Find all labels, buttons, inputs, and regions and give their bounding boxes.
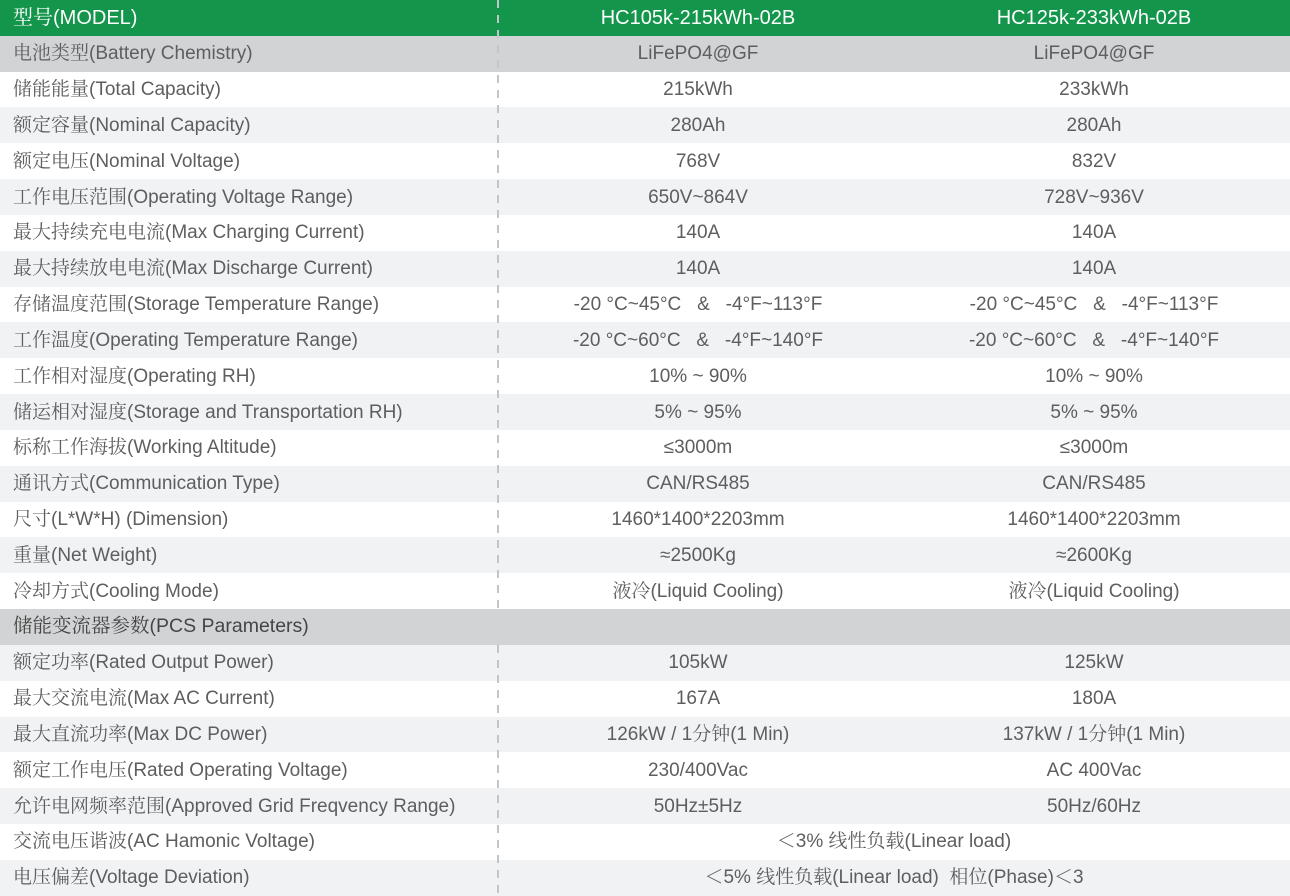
value-model2: LiFePO4@GF <box>1033 43 1155 65</box>
param-label: 允许电网频率范围(Approved Grid Freqvency Range) <box>13 795 456 817</box>
section-pcs-parameters <box>0 609 1290 645</box>
param-label: 最大交流电流(Max AC Current) <box>13 688 275 710</box>
value-model1: ≤3000m <box>663 437 733 459</box>
value-model2: CAN/RS485 <box>1042 473 1146 495</box>
value-model1: 126kW / 1分钟(1 Min) <box>606 723 790 745</box>
param-label: 尺寸(L*W*H) (Dimension) <box>13 509 229 530</box>
value-merged: ＜3% 线性负载(Linear load) <box>776 831 1012 853</box>
value-model2: 233kWh <box>1059 79 1129 101</box>
section-label: 储能变流器参数(PCS Parameters) <box>13 615 309 638</box>
value-model2: 液冷(Liquid Cooling) <box>1008 580 1180 602</box>
row-max-dc-power <box>0 717 1290 753</box>
param-label: 额定功率(Rated Output Power) <box>13 652 274 674</box>
param-label: 储能能量(Total Capacity) <box>13 79 221 101</box>
value-model2: -20 °C~60°C & -4°F~140°F <box>968 329 1220 351</box>
value-model1: 140A <box>675 258 721 280</box>
value-model1: 230/400Vac <box>647 759 748 781</box>
row-max-ac-current <box>0 681 1290 717</box>
value-model2: 10% ~ 90% <box>1045 365 1143 387</box>
value-model2: -20 °C~45°C & -4°F~113°F <box>969 294 1219 316</box>
param-label: 通讯方式(Communication Type) <box>13 473 280 495</box>
value-model2: ≈2600Kg <box>1056 544 1132 566</box>
row-storage-temperature-range <box>0 287 1290 323</box>
param-label: 最大持续放电电流(Max Discharge Current) <box>13 258 373 280</box>
row-operating-rh <box>0 358 1290 394</box>
param-label: 电压偏差(Voltage Deviation) <box>13 867 250 889</box>
value-model1: 50Hz±5Hz <box>653 795 743 817</box>
row-cooling-mode <box>0 573 1290 609</box>
row-ac-harmonic-voltage <box>0 824 1290 860</box>
row-rated-operating-voltage <box>0 752 1290 788</box>
model1-name: HC105k-215kWh-02B <box>600 6 796 29</box>
row-model-header <box>0 0 1290 36</box>
row-battery-chemistry <box>0 36 1290 72</box>
param-label: 储运相对湿度(Storage and Transportation RH) <box>13 401 403 423</box>
value-model1: 140A <box>675 222 721 244</box>
value-model1: 215kWh <box>663 79 733 101</box>
value-model1: -20 °C~45°C & -4°F~113°F <box>573 294 823 316</box>
value-model2: 5% ~ 95% <box>1050 401 1138 423</box>
param-label: 重量(Net Weight) <box>13 544 158 566</box>
value-model2: AC 400Vac <box>1046 759 1142 781</box>
row-approved-grid-frequency-range <box>0 788 1290 824</box>
value-model1: 5% ~ 95% <box>654 401 742 423</box>
row-nominal-voltage <box>0 143 1290 179</box>
value-model2: 140A <box>1071 258 1117 280</box>
param-label: 工作电压范围(Operating Voltage Range) <box>13 186 354 208</box>
value-model2: 137kW / 1分钟(1 Min) <box>1002 723 1186 745</box>
value-model1: 105kW <box>668 652 728 674</box>
row-max-charging-current <box>0 215 1290 251</box>
param-label: 工作温度(Operating Temperature Range) <box>13 329 358 351</box>
param-label: 工作相对湿度(Operating RH) <box>13 365 256 387</box>
row-operating-temperature-range <box>0 322 1290 358</box>
value-model2: 280Ah <box>1066 114 1122 136</box>
value-model1: ≈2500Kg <box>660 544 736 566</box>
model2-name: HC125k-233kWh-02B <box>996 6 1192 29</box>
param-label: 额定电压(Nominal Voltage) <box>13 150 241 172</box>
value-model1: 768V <box>675 150 721 172</box>
row-voltage-deviation <box>0 860 1290 896</box>
row-dimension <box>0 502 1290 538</box>
param-label: 最大直流功率(Max DC Power) <box>13 723 268 745</box>
value-model1: 10% ~ 90% <box>649 365 747 387</box>
value-model1: LiFePO4@GF <box>637 43 759 65</box>
value-merged: ＜5% 线性负载(Linear load) 相位(Phase)＜3 <box>704 867 1084 889</box>
value-model2: 180A <box>1071 688 1117 710</box>
value-model2: 1460*1400*2203mm <box>1007 509 1181 530</box>
param-label: 冷却方式(Cooling Mode) <box>13 580 219 602</box>
value-model1: CAN/RS485 <box>646 473 750 495</box>
row-net-weight <box>0 537 1290 573</box>
param-label: 存储温度范围(Storage Temperature Range) <box>13 294 380 316</box>
column-divider <box>497 0 499 896</box>
param-label: 最大持续充电电流(Max Charging Current) <box>13 222 365 244</box>
row-nominal-capacity <box>0 107 1290 143</box>
value-model2: 832V <box>1071 150 1117 172</box>
value-model1: -20 °C~60°C & -4°F~140°F <box>572 329 824 351</box>
row-rated-output-power <box>0 645 1290 681</box>
param-label: 额定工作电压(Rated Operating Voltage) <box>13 759 348 781</box>
value-model1: 1460*1400*2203mm <box>611 509 785 530</box>
model-header-label: 型号(MODEL) <box>13 6 138 29</box>
param-label: 电池类型(Battery Chemistry) <box>13 43 253 65</box>
row-communication-type <box>0 466 1290 502</box>
row-working-altitude <box>0 430 1290 466</box>
value-model2: ≤3000m <box>1059 437 1129 459</box>
value-model2: 728V~936V <box>1044 186 1144 208</box>
value-model1: 167A <box>675 688 721 710</box>
param-label: 标称工作海拔(Working Altitude) <box>13 437 277 459</box>
row-operating-voltage-range <box>0 179 1290 215</box>
row-total-capacity <box>0 72 1290 108</box>
param-label: 额定容量(Nominal Capacity) <box>13 114 251 136</box>
value-model1: 280Ah <box>670 114 726 136</box>
value-model2: 125kW <box>1064 652 1124 674</box>
value-model1: 650V~864V <box>648 186 748 208</box>
row-max-discharge-current <box>0 251 1290 287</box>
value-model2: 50Hz/60Hz <box>1047 795 1141 817</box>
value-model1: 液冷(Liquid Cooling) <box>612 580 784 602</box>
value-model2: 140A <box>1071 222 1117 244</box>
row-storage-transportation-rh <box>0 394 1290 430</box>
param-label: 交流电压谐波(AC Hamonic Voltage) <box>13 831 315 853</box>
